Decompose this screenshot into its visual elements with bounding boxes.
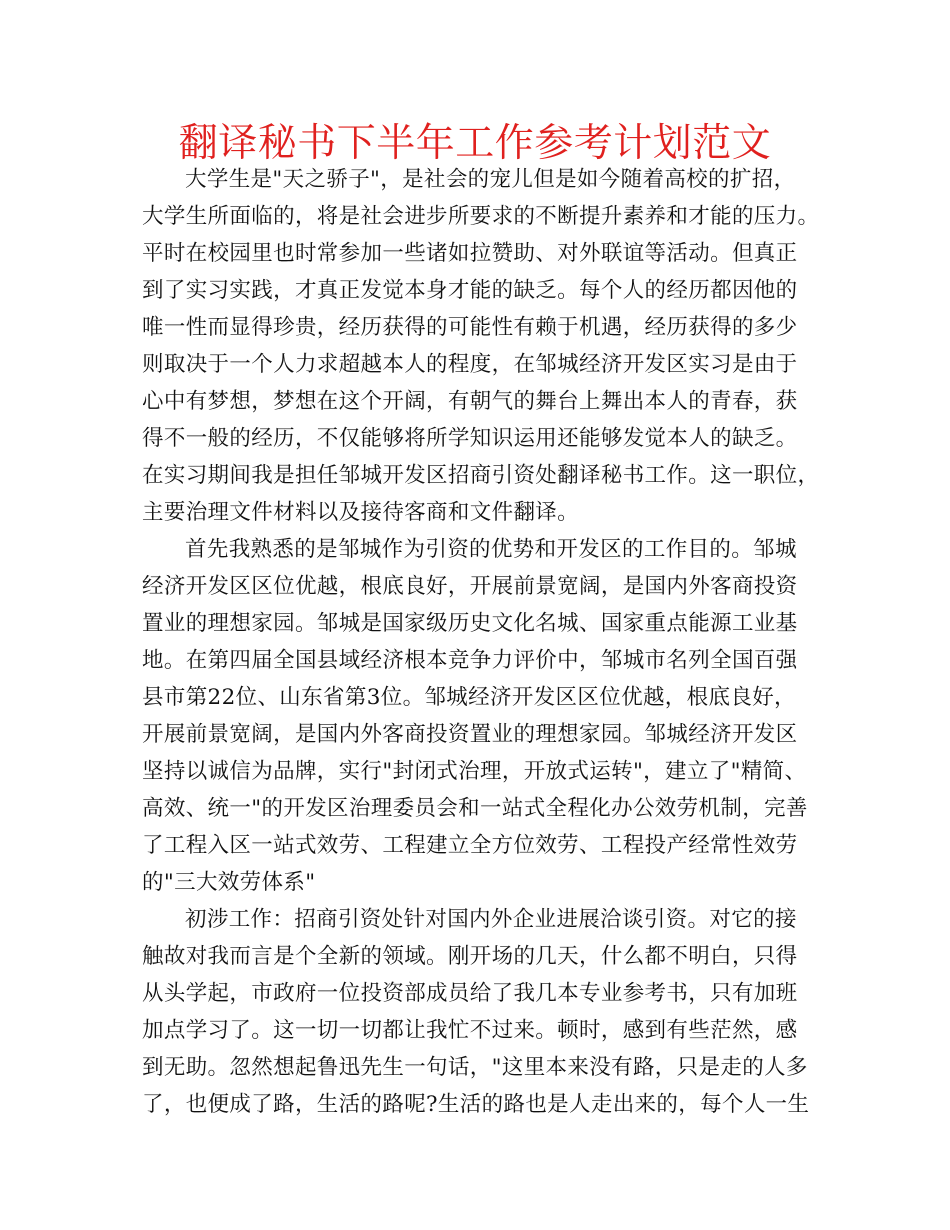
text-line: 大学生是"天之骄子"，是社会的宠儿但是如今随着高校的扩招， xyxy=(185,167,796,192)
text-line: 的"三大效劳体系" xyxy=(142,870,316,895)
text-line: 首先我熟悉的是邹城作为引资的优势和开发区的工作目的。邹城 xyxy=(185,537,797,562)
text-line: 了工程入区一站式效劳、工程建立全方位效劳、工程投产经常性效劳 xyxy=(142,833,798,858)
text-line: 平时在校园里也时常参加一些诸如拉赞助、对外联谊等活动。但真正 xyxy=(142,241,798,266)
text-line: 则取决于一个人力求超越本人的程度，在邹城经济开发区实习是由于 xyxy=(142,352,798,377)
text-line: 加点学习了。这一切一切都让我忙不过来。顿时，感到有些茫然，感 xyxy=(142,1018,798,1043)
text-line: 县市第22位、山东省第3位。邹城经济开发区区位优越，根底良好， xyxy=(142,685,796,710)
text-line: 置业的理想家园。邹城是国家级历史文化名城、国家重点能源工业基 xyxy=(142,611,798,636)
text-line: 地。在第四届全国县域经济根本竞争力评价中，邹城市名列全国百强 xyxy=(142,648,798,673)
text-line: 开展前景宽阔，是国内外客商投资置业的理想家园。邹城经济开发区 xyxy=(142,722,798,747)
text-line: 坚持以诚信为品牌，实行"封闭式治理，开放式运转"，建立了"精简、 xyxy=(142,759,807,784)
text-line: 在实习期间我是担任邹城开发区招商引资处翻译秘书工作。这一职位， xyxy=(142,463,820,488)
text-line: 初涉工作：招商引资处针对国内外企业进展洽谈引资。对它的接 xyxy=(185,907,797,932)
text-line: 触故对我而言是个全新的领域。刚开场的几天，什么都不明白，只得 xyxy=(142,944,798,969)
text-line: 得不一般的经历，不仅能够将所学知识运用还能够发觉本人的缺乏。 xyxy=(142,426,798,451)
text-line: 大学生所面临的，将是社会进步所要求的不断提升素养和才能的压力。 xyxy=(142,204,820,229)
text-line: 到无助。忽然想起鲁迅先生一句话，"这里本来没有路，只是走的人多 xyxy=(142,1055,808,1080)
text-line: 高效、统一"的开发区治理委员会和一站式全程化办公效劳机制，完善 xyxy=(142,796,808,821)
document-title: 翻译秘书下半年工作参考计划范文 xyxy=(178,121,772,166)
text-line: 从头学起，市政府一位投资部成员给了我几本专业参考书，只有加班 xyxy=(142,981,798,1006)
text-line: 主要治理文件材料以及接待客商和文件翻译。 xyxy=(142,500,580,525)
text-line: 了，也便成了路，生活的路呢?生活的路也是人走出来的，每个人一生 xyxy=(142,1092,810,1117)
text-line: 唯一性而显得珍贵，经历获得的可能性有赖于机遇，经历获得的多少 xyxy=(142,315,798,340)
text-line: 心中有梦想，梦想在这个开阔，有朝气的舞台上舞出本人的青春，获 xyxy=(142,389,798,414)
text-line: 经济开发区区位优越，根底良好，开展前景宽阔，是国内外客商投资 xyxy=(142,574,798,599)
text-line: 到了实习实践，才真正发觉本身才能的缺乏。每个人的经历都因他的 xyxy=(142,278,798,303)
